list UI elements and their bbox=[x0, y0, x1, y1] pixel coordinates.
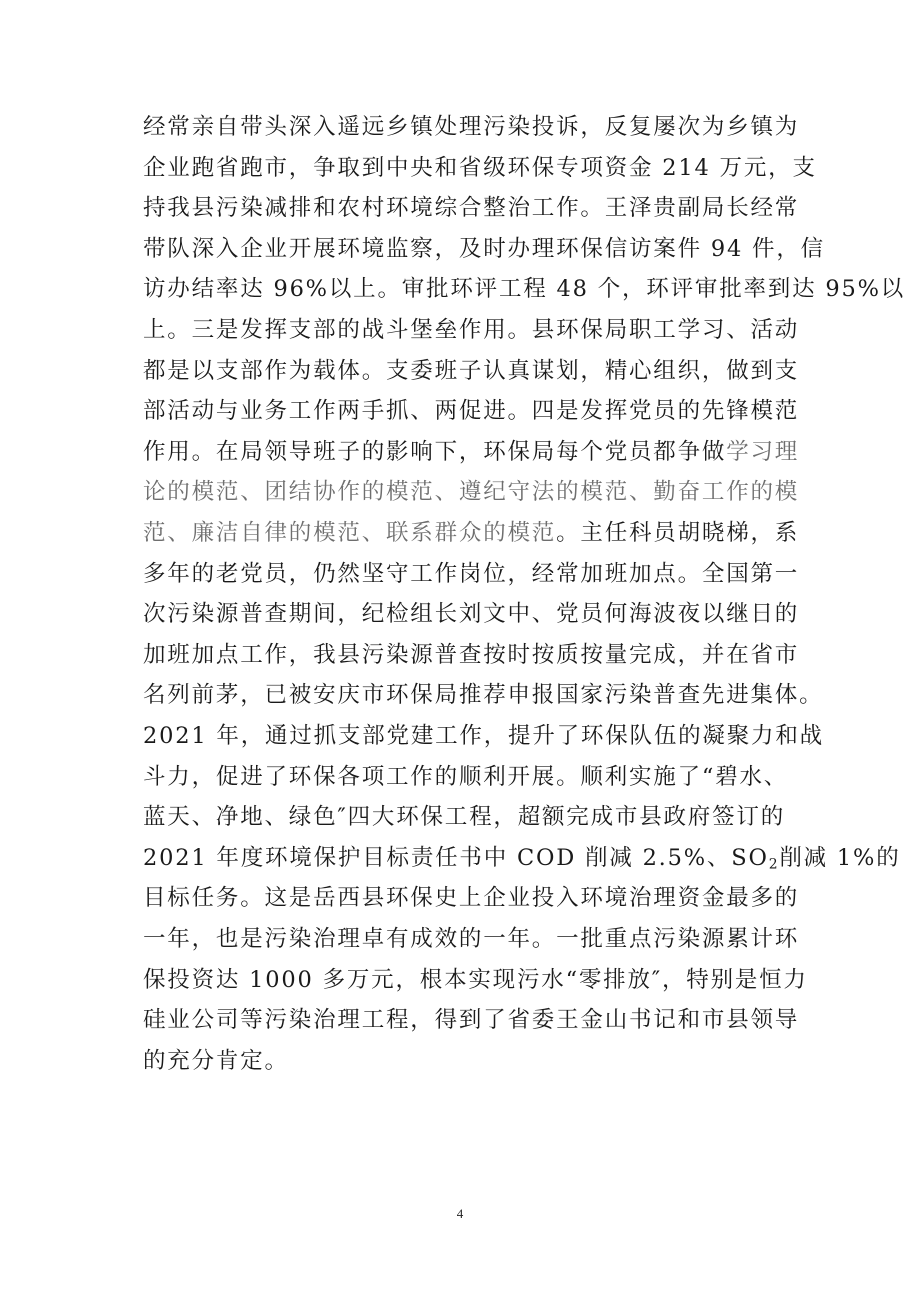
text-segment: 2021 年度环境保护目标责任书中 COD 削减 2.5%、SO bbox=[143, 844, 769, 871]
text-segment: 保投资达 1000 多万元，根本实现污水“零排放″，特别是恒力 bbox=[143, 966, 808, 993]
text-segment: 2021 年，通过抓支部党建工作，提升了环保队伍的凝聚力和战 bbox=[143, 723, 824, 749]
text-segment: 次污染源普查期间，纪检组长刘文中、党员何海波夜以继日的 bbox=[143, 601, 800, 628]
text-segment: 访办结率达 96%以上。审批环评工程 48 个，环评审批率到达 95%以 bbox=[143, 276, 906, 303]
text-line bbox=[143, 315, 799, 345]
text-line bbox=[143, 234, 825, 264]
text-segment: 带队深入企业开展环境监察，及时办理环保信访案件 94 件，信 bbox=[143, 235, 825, 262]
text-line bbox=[143, 762, 788, 792]
text-segment: 经常亲自带头深入遥远乡镇处理污染投诉，反复屡次为乡镇为 bbox=[143, 114, 800, 140]
text-line bbox=[143, 437, 799, 467]
text-line bbox=[143, 153, 817, 183]
text-segment: 论的模范、团结协作的模范、遵纪守法的模范、勤奋工作的模 bbox=[143, 479, 800, 506]
text-segment: 加班加点工作，我县污染源普查按时按质按量完成，并在省市 bbox=[143, 641, 800, 668]
text-line bbox=[143, 883, 799, 913]
text-segment: 硅业公司等污染治理工程，得到了省委王金山书记和市县领导 bbox=[143, 1007, 800, 1034]
text-line bbox=[143, 802, 785, 832]
text-segment: 范、廉洁自律的模范、联系群众的模范 bbox=[143, 520, 557, 546]
text-line bbox=[143, 274, 905, 304]
page-number: 4 bbox=[456, 1206, 464, 1221]
text-line bbox=[143, 1005, 799, 1035]
text-segment: 斗力，促进了环保各项工作的顺利开展。顺利实施了“碧水、 bbox=[143, 763, 789, 790]
text-line bbox=[143, 356, 799, 386]
text-line bbox=[143, 965, 808, 995]
text-segment: 的充分肯定。 bbox=[143, 1047, 289, 1074]
text-line bbox=[143, 640, 799, 670]
text-segment: 削减 1%的 bbox=[779, 844, 901, 871]
text-segment: 企业跑省跑市，争取到中央和省级环保专项资金 214 万元，支 bbox=[143, 154, 817, 181]
text-line bbox=[143, 721, 824, 751]
text-line bbox=[143, 193, 799, 223]
text-segment: 多年的老党员，仍然坚守工作岗位，经常加班加点。全国第一 bbox=[143, 560, 800, 587]
text-line bbox=[143, 924, 799, 954]
text-line bbox=[143, 518, 799, 548]
text-segment: 。主任科员胡晓梯，系 bbox=[556, 520, 800, 546]
subscript: 2 bbox=[768, 856, 780, 873]
text-segment: 蓝天、净地、绿色″四大环保工程，超额完成市县政府签订的 bbox=[143, 804, 786, 831]
text-segment: 部活动与业务工作两手抓、两促进。四是发挥党员的先锋模范 bbox=[143, 398, 800, 425]
text-line bbox=[143, 477, 799, 507]
text-segment: 持我县污染减排和农村环境综合整治工作。王泽贵副局长经常 bbox=[143, 195, 800, 222]
text-segment: 学习理 bbox=[726, 438, 800, 465]
text-segment: 作用。在局领导班子的影响下，环保局每个党员都争做 bbox=[143, 438, 727, 465]
text-segment: 一年，也是污染治理卓有成效的一年。一批重点污染源累计环 bbox=[143, 926, 800, 952]
text-segment: 名列前茅，已被安庆市环保局推荐申报国家污染普查先进集体。 bbox=[143, 682, 824, 709]
text-line bbox=[143, 1046, 289, 1076]
text-segment: 上。三是发挥支部的战斗堡垒作用。县环保局职工学习、活动 bbox=[143, 317, 800, 343]
text-line bbox=[143, 396, 799, 426]
text-segment: 目标任务。这是岳西县环保史上企业投入环境治理资金最多的 bbox=[143, 885, 800, 912]
text-line bbox=[143, 843, 901, 879]
text-line bbox=[143, 680, 823, 710]
text-line bbox=[143, 112, 799, 142]
text-line bbox=[143, 559, 799, 589]
text-line bbox=[143, 599, 799, 629]
text-segment: 都是以支部作为载体。支委班子认真谋划，精心组织，做到支 bbox=[143, 357, 800, 384]
